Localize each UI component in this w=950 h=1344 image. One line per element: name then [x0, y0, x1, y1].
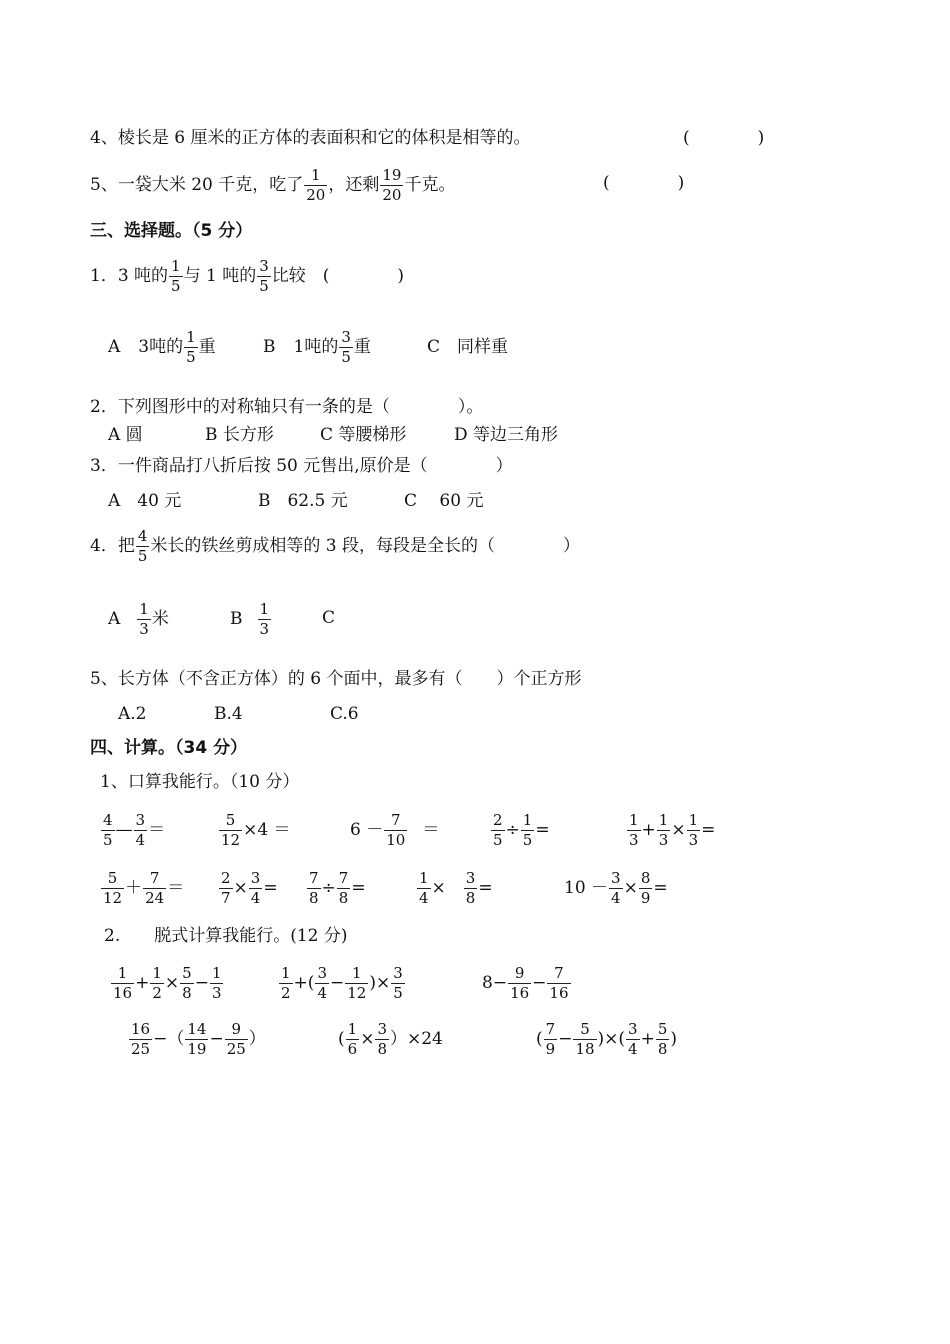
choice-q5-option-a[interactable]: A.2	[118, 704, 147, 724]
oral-expr-1: $\frac{4}{5}$ — $\frac{3}{4}$ ＝	[103, 810, 166, 849]
choice-q4-text-a: 4．把	[90, 536, 135, 556]
option-label: A	[108, 609, 121, 629]
oral-expr-8: $\frac{7}{8}$ ÷ $\frac{7}{8}$ =	[309, 868, 366, 907]
choice-q1-text-c: 比较 ( )	[271, 266, 405, 286]
choice-q4-option-b[interactable]	[230, 595, 272, 643]
calc-sub-stepwise: 2. 脱式计算我能行。(12 分)	[104, 926, 348, 946]
choice-q3-option-c[interactable]: C 60 元	[404, 491, 484, 511]
option-text: 重	[353, 337, 371, 357]
choice-q1-option-b[interactable]	[263, 323, 371, 371]
option-label: B	[230, 609, 243, 629]
oral-expr-4: $\frac{2}{5}$ ÷ $\frac{1}{5}$ =	[493, 810, 550, 849]
step-expr-4: $\frac{16}{25}$ −（ $\frac{14}{19}$ − $\frac{9}{25}$ ）	[131, 1019, 266, 1058]
choice-q5-option-b[interactable]: B.4	[214, 704, 243, 724]
choice-q2-option-c[interactable]: C 等腰梯形	[320, 425, 407, 445]
oral-expr-10: 10 － $\frac{3}{4}$ × $\frac{8}{9}$ =	[564, 868, 668, 907]
option-label: A	[108, 337, 121, 357]
fraction: $\frac{3}{5}$	[259, 256, 269, 295]
judge-q4-text: 4、棱长是 6 厘米的正方体的表面积和它的体积是相等的。	[90, 128, 531, 148]
calc-sub-oral: 1、口算我能行。（10 分）	[100, 772, 300, 792]
judge-q4-answer-paren[interactable]: ( )	[683, 128, 765, 148]
choice-q4-text-b: 米长的铁丝剪成相等的 3 段，每段是全长的（ ）	[150, 536, 580, 556]
step-expr-5: ( $\frac{1}{6}$ × $\frac{3}{8}$ ）×24	[338, 1019, 443, 1058]
step-expr-1: $\frac{1}{16}$ + $\frac{1}{2}$ × $\frac{5}{8}$ − $\frac{1}{3}$	[113, 963, 222, 1002]
choice-q1-text-a: 1．3 吨的	[90, 266, 169, 286]
option-text: 1吨的	[293, 337, 339, 357]
oral-expr-5: $\frac{1}{3}$ + $\frac{1}{3}$ × $\frac{1}{3}$ =	[629, 810, 716, 849]
option-text: 重	[198, 337, 216, 357]
choice-q1-option-c[interactable]: C 同样重	[427, 337, 509, 357]
choice-q1-option-a[interactable]	[108, 323, 216, 371]
fraction: $\frac{1}{20}$	[306, 165, 326, 204]
fraction: $\frac{1}{5}$	[171, 256, 181, 295]
step-expr-3: 8− $\frac{9}{16}$ − $\frac{7}{16}$	[482, 963, 569, 1002]
choice-q4	[90, 522, 580, 570]
option-text: 3吨的	[138, 337, 184, 357]
oral-expr-7: $\frac{2}{7}$ × $\frac{3}{4}$ =	[221, 868, 278, 907]
judge-q5-text-c: 千克。	[404, 175, 456, 195]
step-expr-2: $\frac{1}{2}$ +( $\frac{3}{4}$ − $\frac{1}{12}$ )× $\frac{3}{5}$	[281, 963, 403, 1002]
judge-q5-text-a: 5、一袋大米 20 千克，吃了	[90, 175, 304, 195]
choice-q1	[90, 252, 404, 300]
choice-q2-option-a[interactable]: A 圆	[108, 425, 143, 445]
section-heading-choice: 三、选择题。（5 分）	[90, 221, 253, 241]
oral-expr-2: $\frac{5}{12}$ ×4 ＝	[221, 810, 291, 849]
oral-expr-9: $\frac{1}{4}$ × $\frac{3}{8}$ =	[419, 868, 493, 907]
step-expr-6: ( $\frac{7}{9}$ − $\frac{5}{18}$ )×( $\frac{3}{4}$ + $\frac{5}{8}$ )	[536, 1019, 678, 1058]
oral-expr-6: $\frac{5}{12}$ ＋ $\frac{7}{24}$ ＝	[103, 868, 185, 907]
choice-q4-option-a[interactable]	[108, 595, 169, 643]
fraction: $\frac{19}{20}$	[382, 165, 402, 204]
choice-q3: 3．一件商品打八折后按 50 元售出,原价是（ ）	[90, 456, 513, 476]
fraction: $\frac{1}{3}$	[139, 599, 149, 638]
option-label: B	[263, 337, 276, 357]
fraction: $\frac{1}{3}$	[259, 599, 270, 638]
judge-q5	[90, 160, 455, 210]
choice-q2: 2．下列图形中的对称轴只有一条的是（ ）。	[90, 397, 484, 417]
choice-q3-option-b[interactable]: B 62.5 元	[258, 491, 348, 511]
judge-q4	[90, 128, 530, 148]
judge-q5-text-b: ，还剩	[328, 175, 380, 195]
fraction: $\frac{1}{5}$	[186, 327, 196, 366]
choice-q5: 5、长方体（不含正方体）的 6 个面中，最多有（ ）个正方形	[90, 669, 582, 689]
choice-q3-option-a[interactable]: A 40 元	[108, 491, 182, 511]
option-text: 米	[151, 609, 169, 629]
choice-q2-option-d[interactable]: D 等边三角形	[454, 425, 559, 445]
choice-q1-text-b: 与 1 吨的	[183, 266, 257, 286]
fraction: $\frac{4}{5}$	[137, 526, 148, 565]
judge-q5-answer-paren[interactable]: ( )	[603, 173, 685, 193]
section-heading-calc: 四、计算。（34 分）	[90, 738, 248, 758]
oral-expr-3: 6 － $\frac{7}{10}$ ＝	[350, 810, 440, 849]
choice-q4-option-c[interactable]: C	[322, 608, 336, 628]
choice-q5-option-c[interactable]: C.6	[330, 704, 359, 724]
choice-q2-option-b[interactable]: B 长方形	[205, 425, 274, 445]
fraction: $\frac{3}{5}$	[341, 327, 351, 366]
